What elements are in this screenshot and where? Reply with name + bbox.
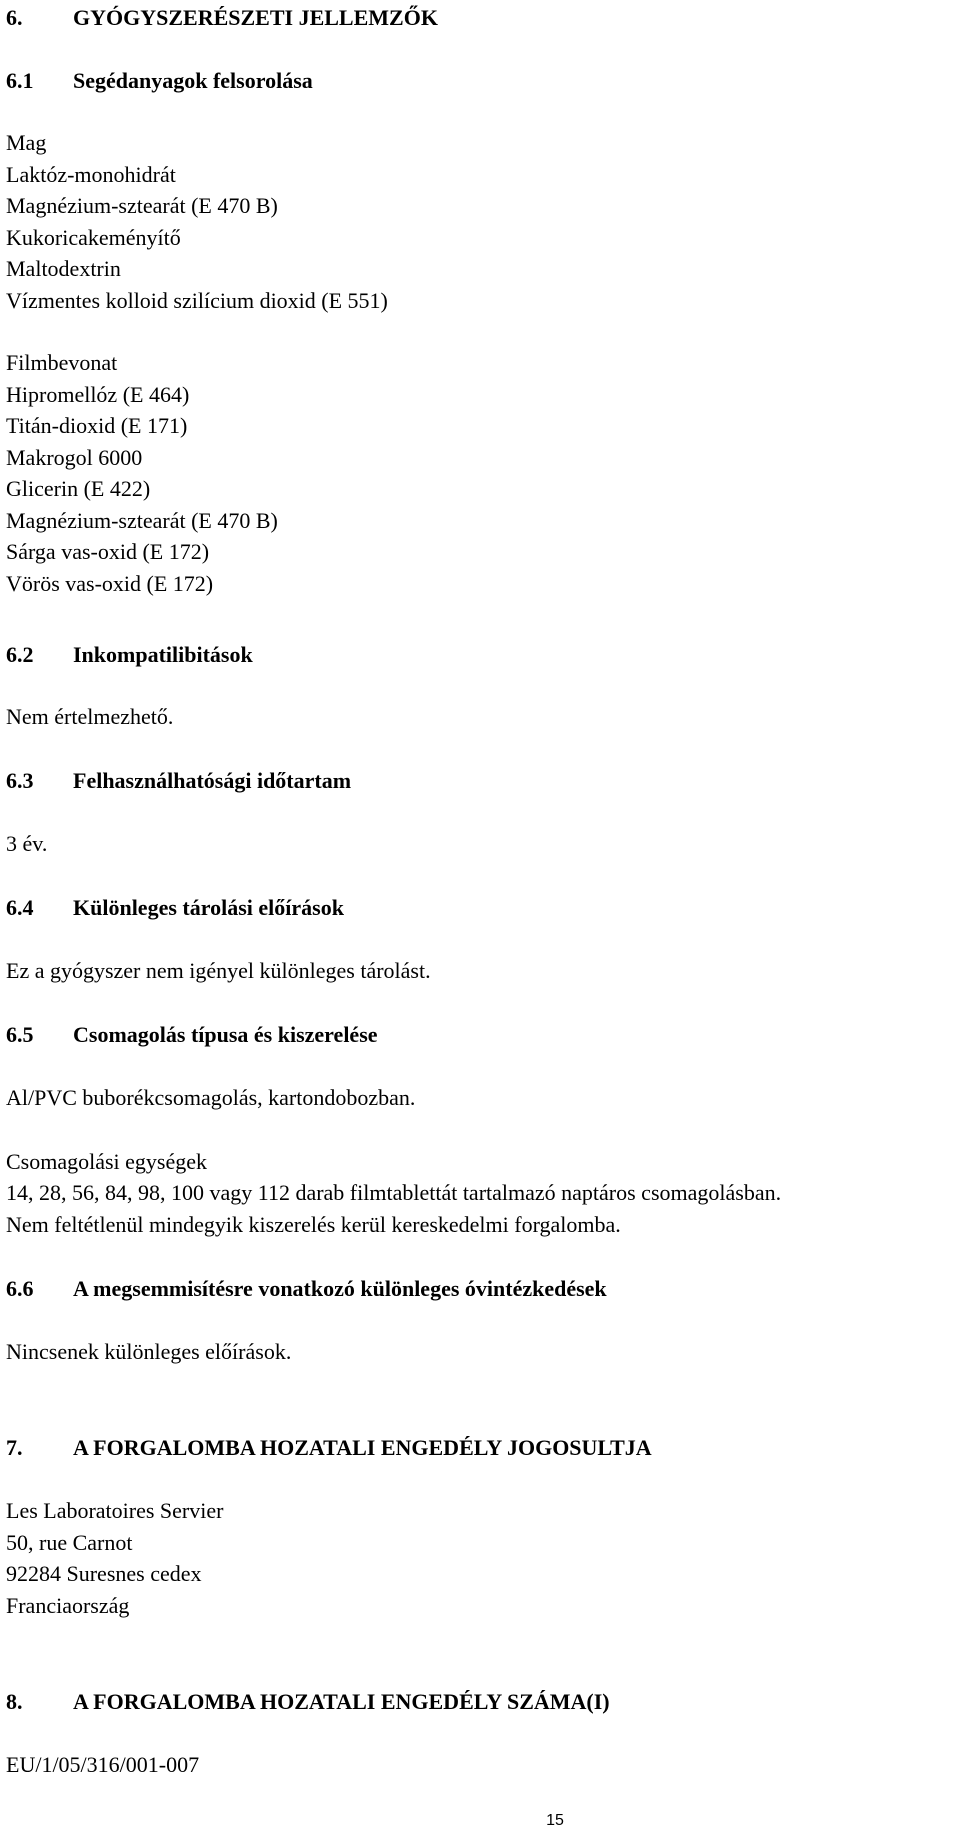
section-8-heading (6, 1689, 610, 1715)
packaging-text: Al/PVC buborékcsomagolás, kartondobozban. (6, 1085, 416, 1110)
subsection-number: 6.2 (6, 642, 34, 667)
core-item: Magnézium-sztearát (E 470 B) (6, 193, 278, 218)
subsection-title: Csomagolás típusa és kiszerelése (73, 1022, 378, 1047)
section-title: GYÓGYSZERÉSZETI JELLEMZŐK (73, 5, 438, 30)
core-item: Kukoricakeményítő (6, 225, 181, 250)
core-item: Maltodextrin (6, 256, 121, 281)
storage-text: Ez a gyógyszer nem igényel különleges tárolást. (6, 958, 431, 983)
coating-item: Titán-dioxid (E 171) (6, 413, 188, 438)
disposal-text: Nincsenek különleges előírások. (6, 1339, 292, 1364)
coating-item: Magnézium-sztearát (E 470 B) (6, 508, 278, 533)
subsection-number: 6.6 (6, 1276, 34, 1301)
coating-item: Vörös vas-oxid (E 172) (6, 571, 214, 596)
section-number: 6. (6, 5, 23, 30)
subsection-6-5-heading (6, 1022, 378, 1048)
subsection-6-1-heading (6, 68, 313, 94)
holder-address-line: 92284 Suresnes cedex (6, 1561, 202, 1586)
subsection-number: 6.3 (6, 768, 34, 793)
holder-address-line: 50, rue Carnot (6, 1530, 133, 1555)
subsection-title: A megsemmisítésre vonatkozó különleges óvintézkedések (73, 1276, 607, 1301)
section-number: 7. (6, 1435, 23, 1460)
core-item: Laktóz-monohidrát (6, 162, 176, 187)
subsection-title: Inkompatilibitások (73, 642, 253, 667)
subsection-6-4-heading (6, 895, 344, 921)
holder-address-line: Les Laboratoires Servier (6, 1498, 224, 1523)
coating-item: Glicerin (E 422) (6, 476, 151, 501)
incompatibility-text: Nem értelmezhető. (6, 704, 174, 729)
subsection-number: 6.4 (6, 895, 34, 920)
section-6-heading (6, 5, 438, 31)
subsection-6-3-heading (6, 768, 351, 794)
subsection-6-2-heading (6, 642, 253, 668)
core-item: Vízmentes kolloid szilícium dioxid (E 551) (6, 288, 388, 313)
coating-item: Hipromellóz (E 464) (6, 382, 190, 407)
coating-title: Filmbevonat (6, 350, 118, 375)
subsection-title: Segédanyagok felsorolása (73, 68, 313, 93)
authorisation-number: EU/1/05/316/001-007 (6, 1752, 200, 1777)
subsection-number: 6.5 (6, 1022, 34, 1047)
shelf-life-text: 3 év. (6, 831, 48, 856)
subsection-title: Különleges tárolási előírások (73, 895, 344, 920)
section-number: 8. (6, 1689, 23, 1714)
holder-address-line: Franciaország (6, 1593, 130, 1618)
pack-units-title: Csomagolási egységek (6, 1149, 208, 1174)
coating-item: Sárga vas-oxid (E 172) (6, 539, 210, 564)
subsection-number: 6.1 (6, 68, 34, 93)
section-title: A FORGALOMBA HOZATALI ENGEDÉLY JOGOSULTJA (73, 1435, 652, 1460)
section-7-heading (6, 1435, 652, 1461)
core-title: Mag (6, 130, 47, 155)
subsection-title: Felhasználhatósági időtartam (73, 768, 352, 793)
pack-units-note: Nem feltétlenül mindegyik kiszerelés kerül kereskedelmi forgalomba. (6, 1212, 621, 1237)
pack-units-line: 14, 28, 56, 84, 98, 100 vagy 112 darab filmtablettát tartalmazó naptáros csomagolásban. (6, 1180, 782, 1205)
section-title: A FORGALOMBA HOZATALI ENGEDÉLY SZÁMA(I) (73, 1689, 610, 1714)
coating-item: Makrogol 6000 (6, 445, 143, 470)
page-number: 15 (546, 1812, 564, 1829)
subsection-6-6-heading (6, 1276, 607, 1302)
